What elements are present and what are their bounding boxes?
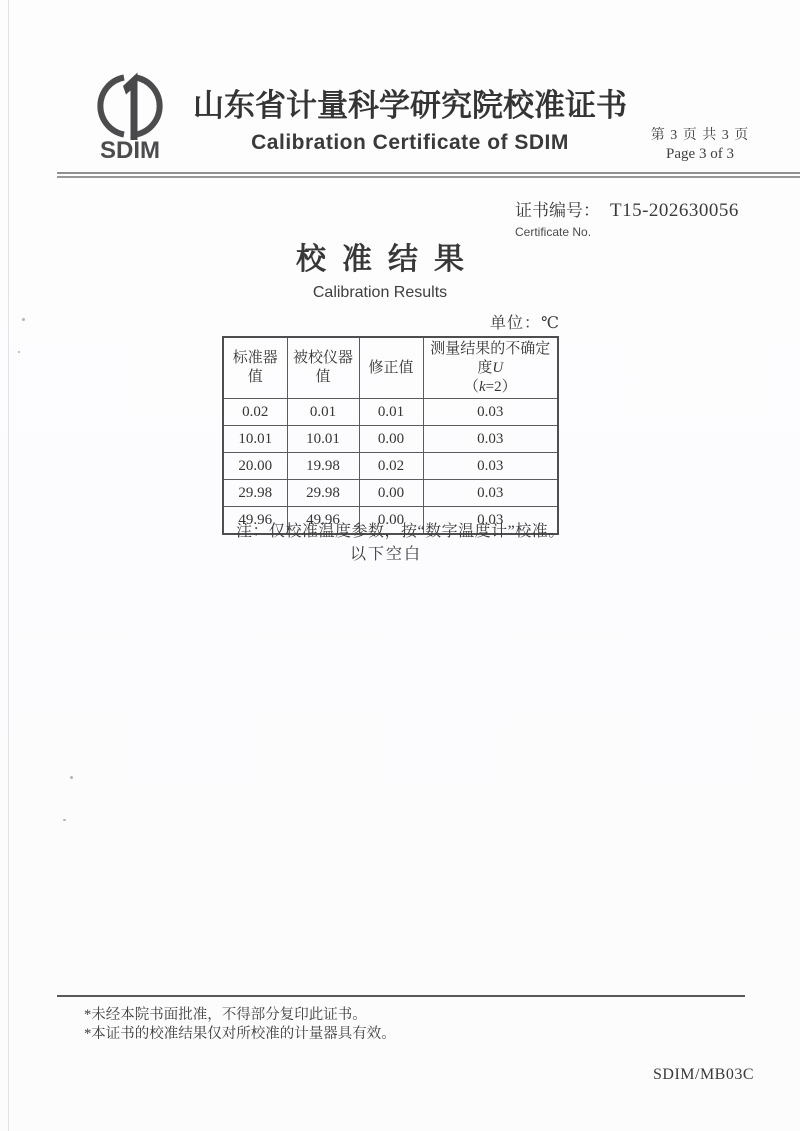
certificate-number-value: T15-202630056 xyxy=(610,200,739,221)
section-title-en: Calibration Results xyxy=(312,284,448,301)
sdim-logo-icon xyxy=(82,70,178,162)
table-row xyxy=(223,453,558,480)
scan-speck xyxy=(63,819,66,821)
footer-disclaimers xyxy=(84,1006,396,1044)
header-device-value: 被校仪器值 xyxy=(287,337,359,399)
cell-uncertainty: 0.03 xyxy=(423,480,558,507)
cell-standard: 20.00 xyxy=(223,453,287,480)
cell-standard: 49.96 xyxy=(223,507,287,534)
cell-standard: 0.02 xyxy=(223,399,287,426)
table-row xyxy=(223,399,558,426)
calibration-results-table xyxy=(222,336,559,535)
cell-uncertainty: 0.03 xyxy=(423,399,558,426)
header-uncertainty: 测量结果的不确定度U （k=2） xyxy=(423,337,558,399)
header-standard-value: 标准器值 xyxy=(223,337,287,399)
calibration-note: 注：仅校准温度参数，按“数字温度计”校准。 xyxy=(236,523,565,540)
disclaimer-validity: *本证书的校准结果仅对所校准的计量器具有效。 xyxy=(84,1026,396,1042)
header-correction-value: 修正值 xyxy=(359,337,423,399)
certificate-number-label-en: Certificate No. xyxy=(515,225,592,239)
certificate-number-block xyxy=(515,196,739,239)
cell-standard: 10.01 xyxy=(223,426,287,453)
logo-numeral-one xyxy=(123,73,138,141)
header-title-block xyxy=(185,80,635,155)
page-number-cn: 第 3 页 共 3 页 xyxy=(650,128,750,143)
section-title-cn: 校准结果 xyxy=(296,243,480,276)
cell-correction: 0.01 xyxy=(359,399,423,426)
blank-below-note: 以下空白 xyxy=(350,546,423,563)
page-info xyxy=(635,124,765,163)
form-code: SDIM/MB03C xyxy=(653,1066,755,1083)
cell-device: 19.98 xyxy=(287,453,359,480)
cell-device: 29.98 xyxy=(287,480,359,507)
cell-correction: 0.02 xyxy=(359,453,423,480)
scan-speck xyxy=(22,318,25,321)
cell-correction: 0.00 xyxy=(359,507,423,534)
table-header-row xyxy=(223,337,558,399)
table-row xyxy=(223,480,558,507)
cell-device: 0.01 xyxy=(287,399,359,426)
institute-title-cn: 山东省计量科学研究院校准证书 xyxy=(193,88,627,123)
unit-label: 单位：℃ xyxy=(490,315,560,332)
header-divider xyxy=(57,172,800,178)
certificate-number-label-cn: 证书编号： xyxy=(515,201,600,220)
cell-correction: 0.00 xyxy=(359,426,423,453)
institute-title-en: Calibration Certificate of SDIM xyxy=(251,131,569,154)
cell-uncertainty: 0.03 xyxy=(423,453,558,480)
sdim-logo xyxy=(82,70,178,162)
cell-standard: 29.98 xyxy=(223,480,287,507)
section-title-block xyxy=(250,234,510,302)
scan-edge-artifact xyxy=(8,0,9,1131)
page-number-en: Page 3 of 3 xyxy=(666,146,734,162)
cell-uncertainty: 0.03 xyxy=(423,507,558,534)
logo-text: SDIM xyxy=(100,137,160,162)
disclaimer-copy: *未经本院书面批准，不得部分复印此证书。 xyxy=(84,1007,367,1023)
table-row xyxy=(223,426,558,453)
cell-device: 49.96 xyxy=(287,507,359,534)
footer-divider xyxy=(57,995,745,997)
cell-device: 10.01 xyxy=(287,426,359,453)
scan-speck xyxy=(18,351,20,353)
cell-correction: 0.00 xyxy=(359,480,423,507)
scan-speck xyxy=(70,776,73,779)
cell-uncertainty: 0.03 xyxy=(423,426,558,453)
